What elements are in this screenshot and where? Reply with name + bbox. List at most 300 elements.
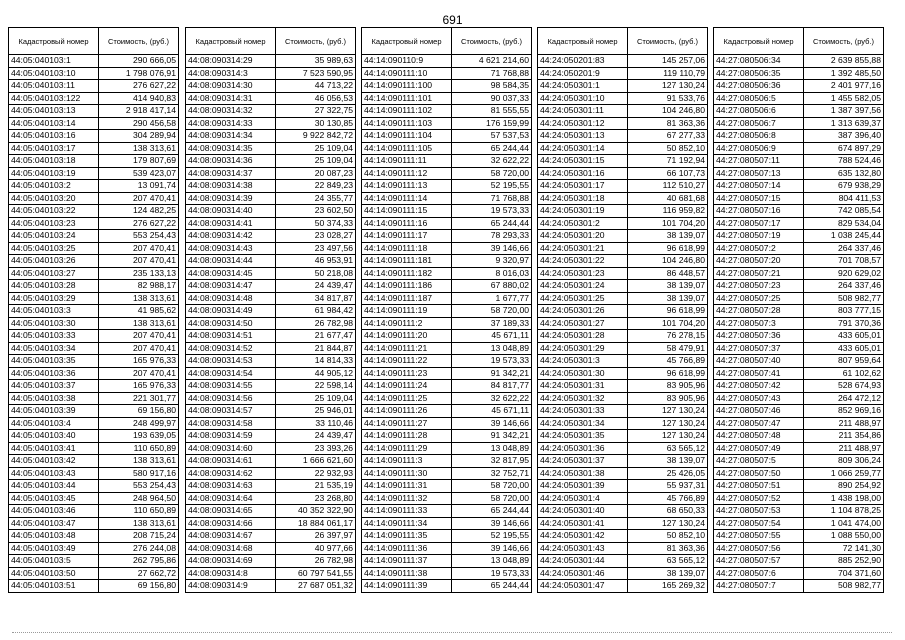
cost-cell: 19 573,33	[452, 567, 532, 580]
table-row	[186, 155, 356, 168]
cost-cell: 26 782,98	[276, 555, 356, 568]
cost-cell: 2 918 417,14	[99, 105, 179, 118]
cost-cell: 127 130,24	[628, 80, 708, 93]
cost-cell: 110 650,89	[99, 442, 179, 455]
cost-cell: 33 110,46	[276, 417, 356, 430]
cadastral-number-cell: 44:27:080507:2	[714, 242, 804, 255]
cadastral-number-cell: 44:24:050301:47	[538, 580, 628, 593]
table-row	[9, 355, 179, 368]
cost-cell: 61 984,42	[276, 305, 356, 318]
table-row	[714, 117, 884, 130]
cost-cell: 207 470,41	[99, 330, 179, 343]
cadastral-number-cell: 44:24:050301:46	[538, 567, 628, 580]
cadastral-number-cell: 44:27:080507:20	[714, 255, 804, 268]
cadastral-number-cell: 44:24:050301:21	[538, 242, 628, 255]
cadastral-number-cell: 44:08:090314:31	[186, 92, 276, 105]
cadastral-number-cell: 44:24:050301:28	[538, 330, 628, 343]
cadastral-number-cell: 44:27:080507:43	[714, 392, 804, 405]
cadastral-number-cell: 44:08:090314:61	[186, 455, 276, 468]
cost-cell: 138 313,61	[99, 292, 179, 305]
cost-cell: 39 146,66	[452, 417, 532, 430]
cost-cell: 45 671,11	[452, 330, 532, 343]
table-row	[186, 292, 356, 305]
cost-cell: 433 605,01	[804, 330, 884, 343]
cadastral-number-cell: 44:27:080507:13	[714, 167, 804, 180]
table-row	[362, 255, 532, 268]
cost-cell: 674 897,29	[804, 142, 884, 155]
table-row	[186, 530, 356, 543]
cost-cell: 38 139,07	[628, 292, 708, 305]
table-row	[186, 117, 356, 130]
cost-cell: 25 109,04	[276, 142, 356, 155]
cadastral-number-cell: 44:14:090111:14	[362, 192, 452, 205]
cost-cell: 104 246,80	[628, 255, 708, 268]
cost-cell: 18 884 061,17	[276, 517, 356, 530]
cost-cell: 276 627,22	[99, 80, 179, 93]
table-row	[714, 292, 884, 305]
table-row	[186, 142, 356, 155]
cost-cell: 37 189,33	[452, 317, 532, 330]
cost-cell: 885 252,90	[804, 555, 884, 568]
cadastral-number-cell: 44:24:050301:41	[538, 517, 628, 530]
table-row	[362, 67, 532, 80]
table-row	[714, 142, 884, 155]
table-row	[9, 280, 179, 293]
cost-cell: 23 268,80	[276, 492, 356, 505]
table-row	[186, 405, 356, 418]
cost-cell: 1 798 076,91	[99, 67, 179, 80]
table-row	[538, 380, 708, 393]
table-row	[9, 305, 179, 318]
cadastral-number-cell: 44:05:040103:51	[9, 580, 99, 593]
table-row	[714, 492, 884, 505]
table-row	[538, 267, 708, 280]
table-row	[186, 567, 356, 580]
cost-cell: 207 470,41	[99, 367, 179, 380]
cadastral-number-cell: 44:24:050301:20	[538, 230, 628, 243]
cost-cell: 165 976,33	[99, 355, 179, 368]
table-row	[362, 442, 532, 455]
table-row	[9, 380, 179, 393]
table-row	[538, 355, 708, 368]
cadastral-number-cell: 44:14:090111:103	[362, 117, 452, 130]
cadastral-number-cell: 44:05:040103:29	[9, 292, 99, 305]
cadastral-number-cell: 44:05:040103:40	[9, 430, 99, 443]
cadastral-number-cell: 44:05:040103:19	[9, 167, 99, 180]
cadastral-number-cell: 44:14:090111:39	[362, 580, 452, 593]
table-row	[362, 380, 532, 393]
cost-cell: 635 132,80	[804, 167, 884, 180]
cost-cell: 13 091,74	[99, 180, 179, 193]
table-row	[186, 517, 356, 530]
table-row	[538, 155, 708, 168]
cadastral-number-cell: 44:05:040103:41	[9, 442, 99, 455]
cost-cell: 23 028,27	[276, 230, 356, 243]
cadastral-number-cell: 44:08:090314:56	[186, 392, 276, 405]
header-cadastral-number: Кадастровый номер	[538, 28, 628, 55]
table-header-row	[714, 28, 884, 55]
cadastral-number-cell: 44:27:080506:35	[714, 67, 804, 80]
cadastral-number-cell: 44:27:080506:7	[714, 117, 804, 130]
cadastral-table	[361, 27, 531, 593]
table-row	[714, 242, 884, 255]
cost-cell: 90 037,33	[452, 92, 532, 105]
cadastral-number-cell: 44:24:050301:12	[538, 117, 628, 130]
cadastral-number-cell: 44:27:080507:15	[714, 192, 804, 205]
table-row	[538, 205, 708, 218]
table-row	[186, 317, 356, 330]
cadastral-number-cell: 44:05:040103:10	[9, 67, 99, 80]
table-row	[714, 317, 884, 330]
cadastral-number-cell: 44:05:040103:33	[9, 330, 99, 343]
cost-cell: 528 674,93	[804, 380, 884, 393]
table-row	[538, 530, 708, 543]
table-row	[714, 392, 884, 405]
cost-cell: 852 969,16	[804, 405, 884, 418]
cadastral-value-table	[537, 27, 708, 593]
cadastral-number-cell: 44:08:090314:49	[186, 305, 276, 318]
cadastral-number-cell: 44:14:090111:21	[362, 342, 452, 355]
cadastral-number-cell: 44:14:090111:187	[362, 292, 452, 305]
cadastral-number-cell: 44:05:040103:11	[9, 80, 99, 93]
cost-cell: 40 977,66	[276, 542, 356, 555]
cost-cell: 55 937,31	[628, 480, 708, 493]
header-cost: Стоимость, (руб.)	[628, 28, 708, 55]
header-cost: Стоимость, (руб.)	[452, 28, 532, 55]
table-row	[186, 342, 356, 355]
cost-cell: 45 766,89	[628, 492, 708, 505]
cost-cell: 63 565,12	[628, 555, 708, 568]
cadastral-number-cell: 44:08:090314:65	[186, 505, 276, 518]
cadastral-number-cell: 44:08:090314:39	[186, 192, 276, 205]
cadastral-number-cell: 44:27:080507:53	[714, 505, 804, 518]
bottom-rule	[12, 632, 892, 633]
table-row	[538, 305, 708, 318]
cadastral-number-cell: 44:14:090111:182	[362, 267, 452, 280]
table-row	[362, 217, 532, 230]
cost-cell: 58 479,91	[628, 342, 708, 355]
table-row	[9, 267, 179, 280]
cost-cell: 24 439,47	[276, 280, 356, 293]
cost-cell: 21 535,19	[276, 480, 356, 493]
cadastral-number-cell: 44:05:040103:50	[9, 567, 99, 580]
cadastral-number-cell: 44:08:090314:64	[186, 492, 276, 505]
table-header-row	[9, 28, 179, 55]
cost-cell: 27 322,75	[276, 105, 356, 118]
table-row	[714, 67, 884, 80]
table-row	[362, 492, 532, 505]
cadastral-number-cell: 44:24:050301:36	[538, 442, 628, 455]
cadastral-number-cell: 44:08:090314:67	[186, 530, 276, 543]
cost-cell: 13 048,89	[452, 342, 532, 355]
table-row	[714, 217, 884, 230]
cost-cell: 69 156,80	[99, 405, 179, 418]
table-row	[9, 130, 179, 143]
cadastral-number-cell: 44:14:090111:2	[362, 317, 452, 330]
cadastral-number-cell: 44:27:080507:17	[714, 217, 804, 230]
table-row	[186, 255, 356, 268]
table-row	[714, 542, 884, 555]
cost-cell: 829 534,04	[804, 217, 884, 230]
cadastral-number-cell: 44:05:040103:22	[9, 205, 99, 218]
cadastral-number-cell: 44:27:080507:51	[714, 480, 804, 493]
table-row	[9, 405, 179, 418]
table-row	[186, 430, 356, 443]
cost-cell: 71 768,88	[452, 67, 532, 80]
cost-cell: 127 130,24	[628, 517, 708, 530]
table-row	[538, 555, 708, 568]
cost-cell: 138 313,61	[99, 317, 179, 330]
table-row	[538, 342, 708, 355]
table-row	[9, 430, 179, 443]
table-row	[362, 367, 532, 380]
cadastral-number-cell: 44:24:050301:24	[538, 280, 628, 293]
cost-cell: 25 426,05	[628, 467, 708, 480]
cadastral-number-cell: 44:27:080507:52	[714, 492, 804, 505]
table-row	[362, 230, 532, 243]
cost-cell: 38 139,07	[628, 455, 708, 468]
cadastral-number-cell: 44:24:050301:2	[538, 217, 628, 230]
table-row	[538, 467, 708, 480]
cadastral-number-cell: 44:08:090314:8	[186, 567, 276, 580]
table-row	[538, 55, 708, 68]
cost-cell: 91 342,21	[452, 367, 532, 380]
cost-cell: 60 797 541,55	[276, 567, 356, 580]
cost-cell: 40 681,68	[628, 192, 708, 205]
cost-cell: 2 639 855,88	[804, 55, 884, 68]
cost-cell: 14 814,33	[276, 355, 356, 368]
table-row	[362, 542, 532, 555]
cadastral-number-cell: 44:05:040103:13	[9, 105, 99, 118]
cadastral-number-cell: 44:24:050301:19	[538, 205, 628, 218]
page-number: 691	[442, 13, 463, 27]
cadastral-number-cell: 44:27:080507:25	[714, 292, 804, 305]
cost-cell: 96 618,99	[628, 305, 708, 318]
cadastral-number-cell: 44:27:080507:28	[714, 305, 804, 318]
table-row	[714, 480, 884, 493]
table-row	[714, 55, 884, 68]
table-row	[186, 130, 356, 143]
table-row	[9, 480, 179, 493]
cadastral-number-cell: 44:05:040103:30	[9, 317, 99, 330]
cost-cell: 39 146,66	[452, 517, 532, 530]
cadastral-number-cell: 44:24:050301:29	[538, 342, 628, 355]
cost-cell: 46 953,91	[276, 255, 356, 268]
table-row	[362, 555, 532, 568]
table-row	[714, 205, 884, 218]
cost-cell: 27 687 051,32	[276, 580, 356, 593]
header-cadastral-number: Кадастровый номер	[186, 28, 276, 55]
cost-cell: 22 932,93	[276, 467, 356, 480]
cost-cell: 804 411,53	[804, 192, 884, 205]
table-row	[9, 455, 179, 468]
cost-cell: 67 880,02	[452, 280, 532, 293]
cost-cell: 553 254,43	[99, 230, 179, 243]
cost-cell: 553 254,43	[99, 480, 179, 493]
cost-cell: 57 537,53	[452, 130, 532, 143]
cost-cell: 44 713,22	[276, 80, 356, 93]
table-row	[186, 217, 356, 230]
cost-cell: 22 849,23	[276, 180, 356, 193]
table-row	[714, 405, 884, 418]
table-row	[714, 530, 884, 543]
table-row	[362, 305, 532, 318]
cadastral-number-cell: 44:05:040103:43	[9, 467, 99, 480]
cadastral-number-cell: 44:27:080507:50	[714, 467, 804, 480]
table-row	[9, 105, 179, 118]
cadastral-number-cell: 44:14:090111:181	[362, 255, 452, 268]
cost-cell: 27 662,72	[99, 567, 179, 580]
cadastral-number-cell: 44:27:080507:56	[714, 542, 804, 555]
table-row	[9, 317, 179, 330]
cadastral-number-cell: 44:27:080507:7	[714, 580, 804, 593]
cadastral-number-cell: 44:08:090314:59	[186, 430, 276, 443]
table-row	[714, 517, 884, 530]
cadastral-number-cell: 44:08:090314:45	[186, 267, 276, 280]
cadastral-number-cell: 44:05:040103:39	[9, 405, 99, 418]
table-row	[186, 230, 356, 243]
cadastral-number-cell: 44:24:050301:22	[538, 255, 628, 268]
cadastral-value-table	[361, 27, 532, 593]
cost-cell: 433 605,01	[804, 342, 884, 355]
table-row	[362, 192, 532, 205]
cost-cell: 52 195,55	[452, 180, 532, 193]
table-row	[9, 542, 179, 555]
cadastral-number-cell: 44:08:090314:63	[186, 480, 276, 493]
table-row	[9, 367, 179, 380]
cadastral-number-cell: 44:08:090314:66	[186, 517, 276, 530]
table-row	[714, 380, 884, 393]
table-row	[362, 317, 532, 330]
table-row	[9, 530, 179, 543]
cost-cell: 26 782,98	[276, 317, 356, 330]
cadastral-number-cell: 44:05:040103:38	[9, 392, 99, 405]
cost-cell: 58 720,00	[452, 492, 532, 505]
cost-cell: 809 306,24	[804, 455, 884, 468]
table-row	[9, 230, 179, 243]
table-row	[538, 192, 708, 205]
table-row	[9, 392, 179, 405]
cost-cell: 580 917,16	[99, 467, 179, 480]
cost-cell: 39 146,66	[452, 542, 532, 555]
cadastral-number-cell: 44:14:090111:104	[362, 130, 452, 143]
cost-cell: 262 795,86	[99, 555, 179, 568]
cadastral-number-cell: 44:24:050301:34	[538, 417, 628, 430]
cost-cell: 8 016,03	[452, 267, 532, 280]
cost-cell: 82 988,17	[99, 280, 179, 293]
cost-cell: 13 048,89	[452, 555, 532, 568]
cadastral-number-cell: 44:24:050301:33	[538, 405, 628, 418]
table-row	[538, 430, 708, 443]
cadastral-number-cell: 44:05:040103:5	[9, 555, 99, 568]
cadastral-number-cell: 44:27:080507:11	[714, 155, 804, 168]
cost-cell: 76 278,15	[628, 330, 708, 343]
cadastral-table	[185, 27, 355, 593]
cost-cell: 72 141,30	[804, 542, 884, 555]
table-row	[186, 380, 356, 393]
cadastral-number-cell: 44:14:090111:29	[362, 442, 452, 455]
cadastral-number-cell: 44:05:040103:4	[9, 417, 99, 430]
table-row	[714, 355, 884, 368]
cadastral-number-cell: 44:05:040103:27	[9, 267, 99, 280]
cadastral-number-cell: 44:08:090314:44	[186, 255, 276, 268]
table-row	[9, 155, 179, 168]
table-row	[538, 505, 708, 518]
table-row	[362, 155, 532, 168]
table-row	[186, 205, 356, 218]
cadastral-number-cell: 44:05:040103:2	[9, 180, 99, 193]
header-cost: Стоимость, (руб.)	[804, 28, 884, 55]
cadastral-number-cell: 44:05:040103:35	[9, 355, 99, 368]
table-row	[538, 492, 708, 505]
cost-cell: 127 130,24	[628, 430, 708, 443]
table-row	[9, 442, 179, 455]
cost-cell: 65 244,44	[452, 142, 532, 155]
table-row	[538, 142, 708, 155]
cadastral-number-cell: 44:08:090314:57	[186, 405, 276, 418]
cost-cell: 81 363,36	[628, 542, 708, 555]
cost-cell: 44 905,12	[276, 367, 356, 380]
cadastral-number-cell: 44:14:090111:105	[362, 142, 452, 155]
table-row	[9, 567, 179, 580]
cost-cell: 788 524,46	[804, 155, 884, 168]
cost-cell: 61 102,62	[804, 367, 884, 380]
table-row	[186, 367, 356, 380]
cadastral-number-cell: 44:27:080507:19	[714, 230, 804, 243]
cost-cell: 84 817,77	[452, 380, 532, 393]
table-row	[9, 167, 179, 180]
cadastral-number-cell: 44:08:090314:29	[186, 55, 276, 68]
table-row	[538, 417, 708, 430]
cost-cell: 21 677,47	[276, 330, 356, 343]
cadastral-number-cell: 44:14:090111:19	[362, 305, 452, 318]
table-row	[538, 542, 708, 555]
cost-cell: 38 139,07	[628, 567, 708, 580]
cost-cell: 63 565,12	[628, 442, 708, 455]
cost-cell: 96 618,99	[628, 367, 708, 380]
cost-cell: 4 621 214,60	[452, 55, 532, 68]
table-row	[186, 105, 356, 118]
cost-cell: 264 472,12	[804, 392, 884, 405]
cost-cell: 32 752,71	[452, 467, 532, 480]
cost-cell: 1 666 621,60	[276, 455, 356, 468]
cadastral-number-cell: 44:14:090111:30	[362, 467, 452, 480]
cadastral-number-cell: 44:14:090111:26	[362, 405, 452, 418]
cost-cell: 211 488,97	[804, 417, 884, 430]
cost-cell: 35 989,63	[276, 55, 356, 68]
cost-cell: 81 555,55	[452, 105, 532, 118]
table-row	[362, 530, 532, 543]
cadastral-number-cell: 44:08:090314:33	[186, 117, 276, 130]
cost-cell: 19 573,33	[452, 355, 532, 368]
table-row	[186, 67, 356, 80]
table-row	[9, 92, 179, 105]
cadastral-number-cell: 44:24:050301:31	[538, 380, 628, 393]
table-row	[714, 180, 884, 193]
cost-cell: 34 817,87	[276, 292, 356, 305]
cost-cell: 704 371,60	[804, 567, 884, 580]
table-row	[362, 92, 532, 105]
cost-cell: 68 650,33	[628, 505, 708, 518]
cost-cell: 25 109,04	[276, 155, 356, 168]
cadastral-number-cell: 44:14:090111:23	[362, 367, 452, 380]
table-row	[538, 292, 708, 305]
table-row	[538, 230, 708, 243]
cost-cell: 38 139,07	[628, 280, 708, 293]
cost-cell: 65 244,44	[452, 505, 532, 518]
cost-cell: 138 313,61	[99, 142, 179, 155]
table-row	[362, 167, 532, 180]
